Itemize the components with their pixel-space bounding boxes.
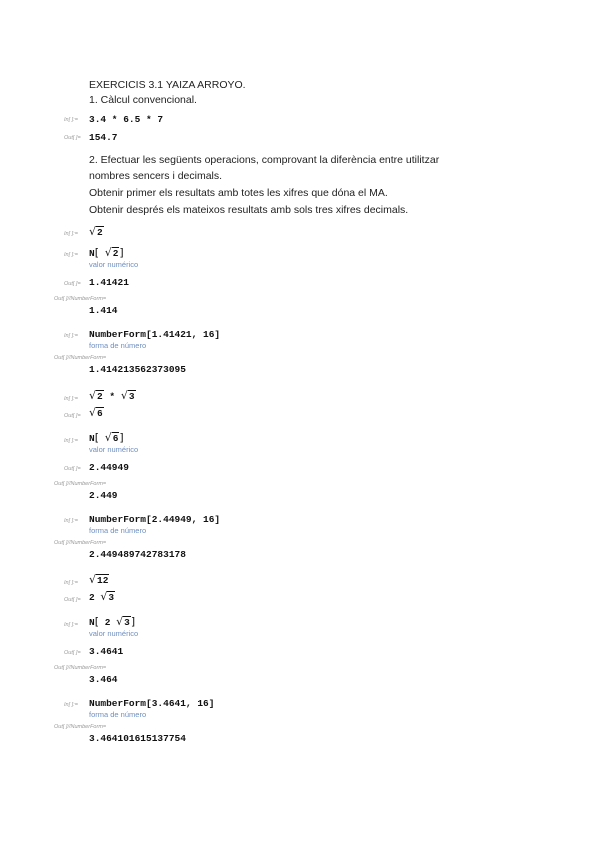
sqrt-arg: 2	[97, 227, 103, 238]
input-label: In[ ]:=	[64, 117, 78, 123]
n-function: N	[89, 248, 95, 259]
sqrt-symbol: √	[120, 389, 128, 402]
sqrt-symbol: √	[104, 431, 112, 444]
sqrt-arg: 3	[128, 391, 135, 402]
section2-line1: 2. Efectuar les següents operacions, comprovant la diferència entre utilitzar	[89, 154, 440, 166]
numberform-hint: forma de número	[89, 710, 147, 719]
output-label: Out[ ]=	[64, 466, 81, 472]
output-label: Out[ ]=	[64, 135, 81, 141]
section2-line4: Obtenir després els mateixos resultats amb sols tres xifres decimals.	[89, 204, 409, 216]
input-label: In[ ]:=	[64, 438, 78, 444]
coefficient: 2	[104, 617, 111, 628]
input-cell-sqrt2[interactable]	[89, 225, 104, 238]
input-label: In[ ]:=	[64, 252, 78, 258]
output-3decimals-2sqrt3: 3.464	[89, 674, 118, 685]
bracket: [	[94, 615, 99, 628]
output-cell-1: 154.7	[89, 132, 118, 143]
section1-text: 1. Càlcul convencional.	[89, 94, 197, 106]
output-3decimals-sqrt2: 1.414	[89, 305, 118, 316]
input-label: In[ ]:=	[64, 622, 78, 628]
output-numberform-label: Out[ ]//NumberForm=	[54, 296, 107, 302]
input-cell-n-2sqrt3[interactable]	[89, 615, 135, 628]
output-numberform-1: 1.414213562373095	[89, 364, 186, 375]
sqrt-symbol: √	[89, 225, 97, 238]
bracket: ]	[130, 615, 136, 628]
sqrt-symbol: √	[104, 246, 112, 259]
output-numberform-label: Out[ ]//NumberForm=	[54, 355, 107, 361]
sqrt-symbol: √	[116, 615, 124, 628]
input-cell-sqrt2-times-sqrt3[interactable]	[89, 389, 136, 402]
output-label: Out[ ]=	[64, 597, 81, 603]
output-3decimals-sqrt6: 2.449	[89, 490, 118, 501]
bracket: [	[94, 246, 99, 259]
output-numberform-label: Out[ ]//NumberForm=	[54, 724, 107, 730]
notebook-title: EXERCICIS 3.1 YAIZA ARROYO.	[89, 79, 246, 91]
input-cell-n-sqrt6[interactable]	[89, 431, 124, 444]
times-operator: *	[109, 391, 116, 402]
section2-line3: Obtenir primer els resultats amb totes les xifres que dóna el MA.	[89, 187, 388, 199]
output-label: Out[ ]=	[64, 281, 81, 287]
output-n-sqrt6: 2.44949	[89, 462, 129, 473]
output-numberform-2: 2.449489742783178	[89, 549, 186, 560]
input-numberform-2[interactable]: NumberForm[2.44949, 16]	[89, 514, 221, 525]
sqrt-symbol: √	[100, 590, 108, 603]
section2-line2: nombres sencers i decimals.	[89, 170, 223, 182]
input-label: In[ ]:=	[64, 702, 78, 708]
input-label: In[ ]:=	[64, 518, 78, 524]
bracket: ]	[119, 246, 124, 259]
sqrt-arg: 3	[124, 617, 130, 628]
numeric-hint: valor numérico	[89, 445, 139, 454]
numberform-hint: forma de número	[89, 341, 147, 350]
output-numberform-3: 3.464101615137754	[89, 733, 186, 744]
sqrt-symbol: √	[89, 389, 97, 402]
numeric-hint: valor numérico	[89, 629, 139, 638]
sqrt-symbol: √	[89, 573, 97, 586]
sqrt-arg: 6	[97, 408, 103, 419]
numeric-hint: valor numérico	[89, 260, 139, 269]
sqrt-arg: 12	[97, 575, 109, 586]
output-numberform-label: Out[ ]//NumberForm=	[54, 481, 107, 487]
numberform-hint: forma de número	[89, 526, 147, 535]
n-function: N	[89, 617, 95, 628]
output-label: Out[ ]=	[64, 650, 81, 656]
sqrt-symbol: √	[89, 406, 97, 419]
output-numberform-label: Out[ ]//NumberForm=	[54, 540, 107, 546]
sqrt-arg: 2	[112, 248, 119, 259]
input-label: In[ ]:=	[64, 580, 78, 586]
bracket: [	[94, 431, 99, 444]
input-label: In[ ]:=	[64, 231, 78, 237]
coefficient: 2	[89, 592, 95, 603]
output-2sqrt3	[89, 590, 115, 603]
output-n-sqrt2: 1.41421	[89, 277, 129, 288]
sqrt-arg: 2	[97, 391, 103, 402]
sqrt-arg: 3	[108, 592, 115, 603]
output-numberform-label: Out[ ]//NumberForm=	[54, 665, 107, 671]
input-cell-sqrt12[interactable]	[89, 573, 109, 586]
input-cell-n-sqrt2[interactable]	[89, 246, 124, 259]
bracket: ]	[119, 431, 124, 444]
output-sqrt6	[89, 406, 104, 419]
input-numberform-1[interactable]: NumberForm[1.41421, 16]	[89, 329, 221, 340]
input-label: In[ ]:=	[64, 396, 78, 402]
sqrt-arg: 6	[112, 433, 119, 444]
input-cell-1[interactable]: 3.4 * 6.5 * 7	[89, 114, 164, 125]
input-label: In[ ]:=	[64, 333, 78, 339]
output-label: Out[ ]=	[64, 413, 81, 419]
input-numberform-3[interactable]: NumberForm[3.4641, 16]	[89, 698, 215, 709]
n-function: N	[89, 433, 95, 444]
output-n-2sqrt3: 3.4641	[89, 646, 124, 657]
